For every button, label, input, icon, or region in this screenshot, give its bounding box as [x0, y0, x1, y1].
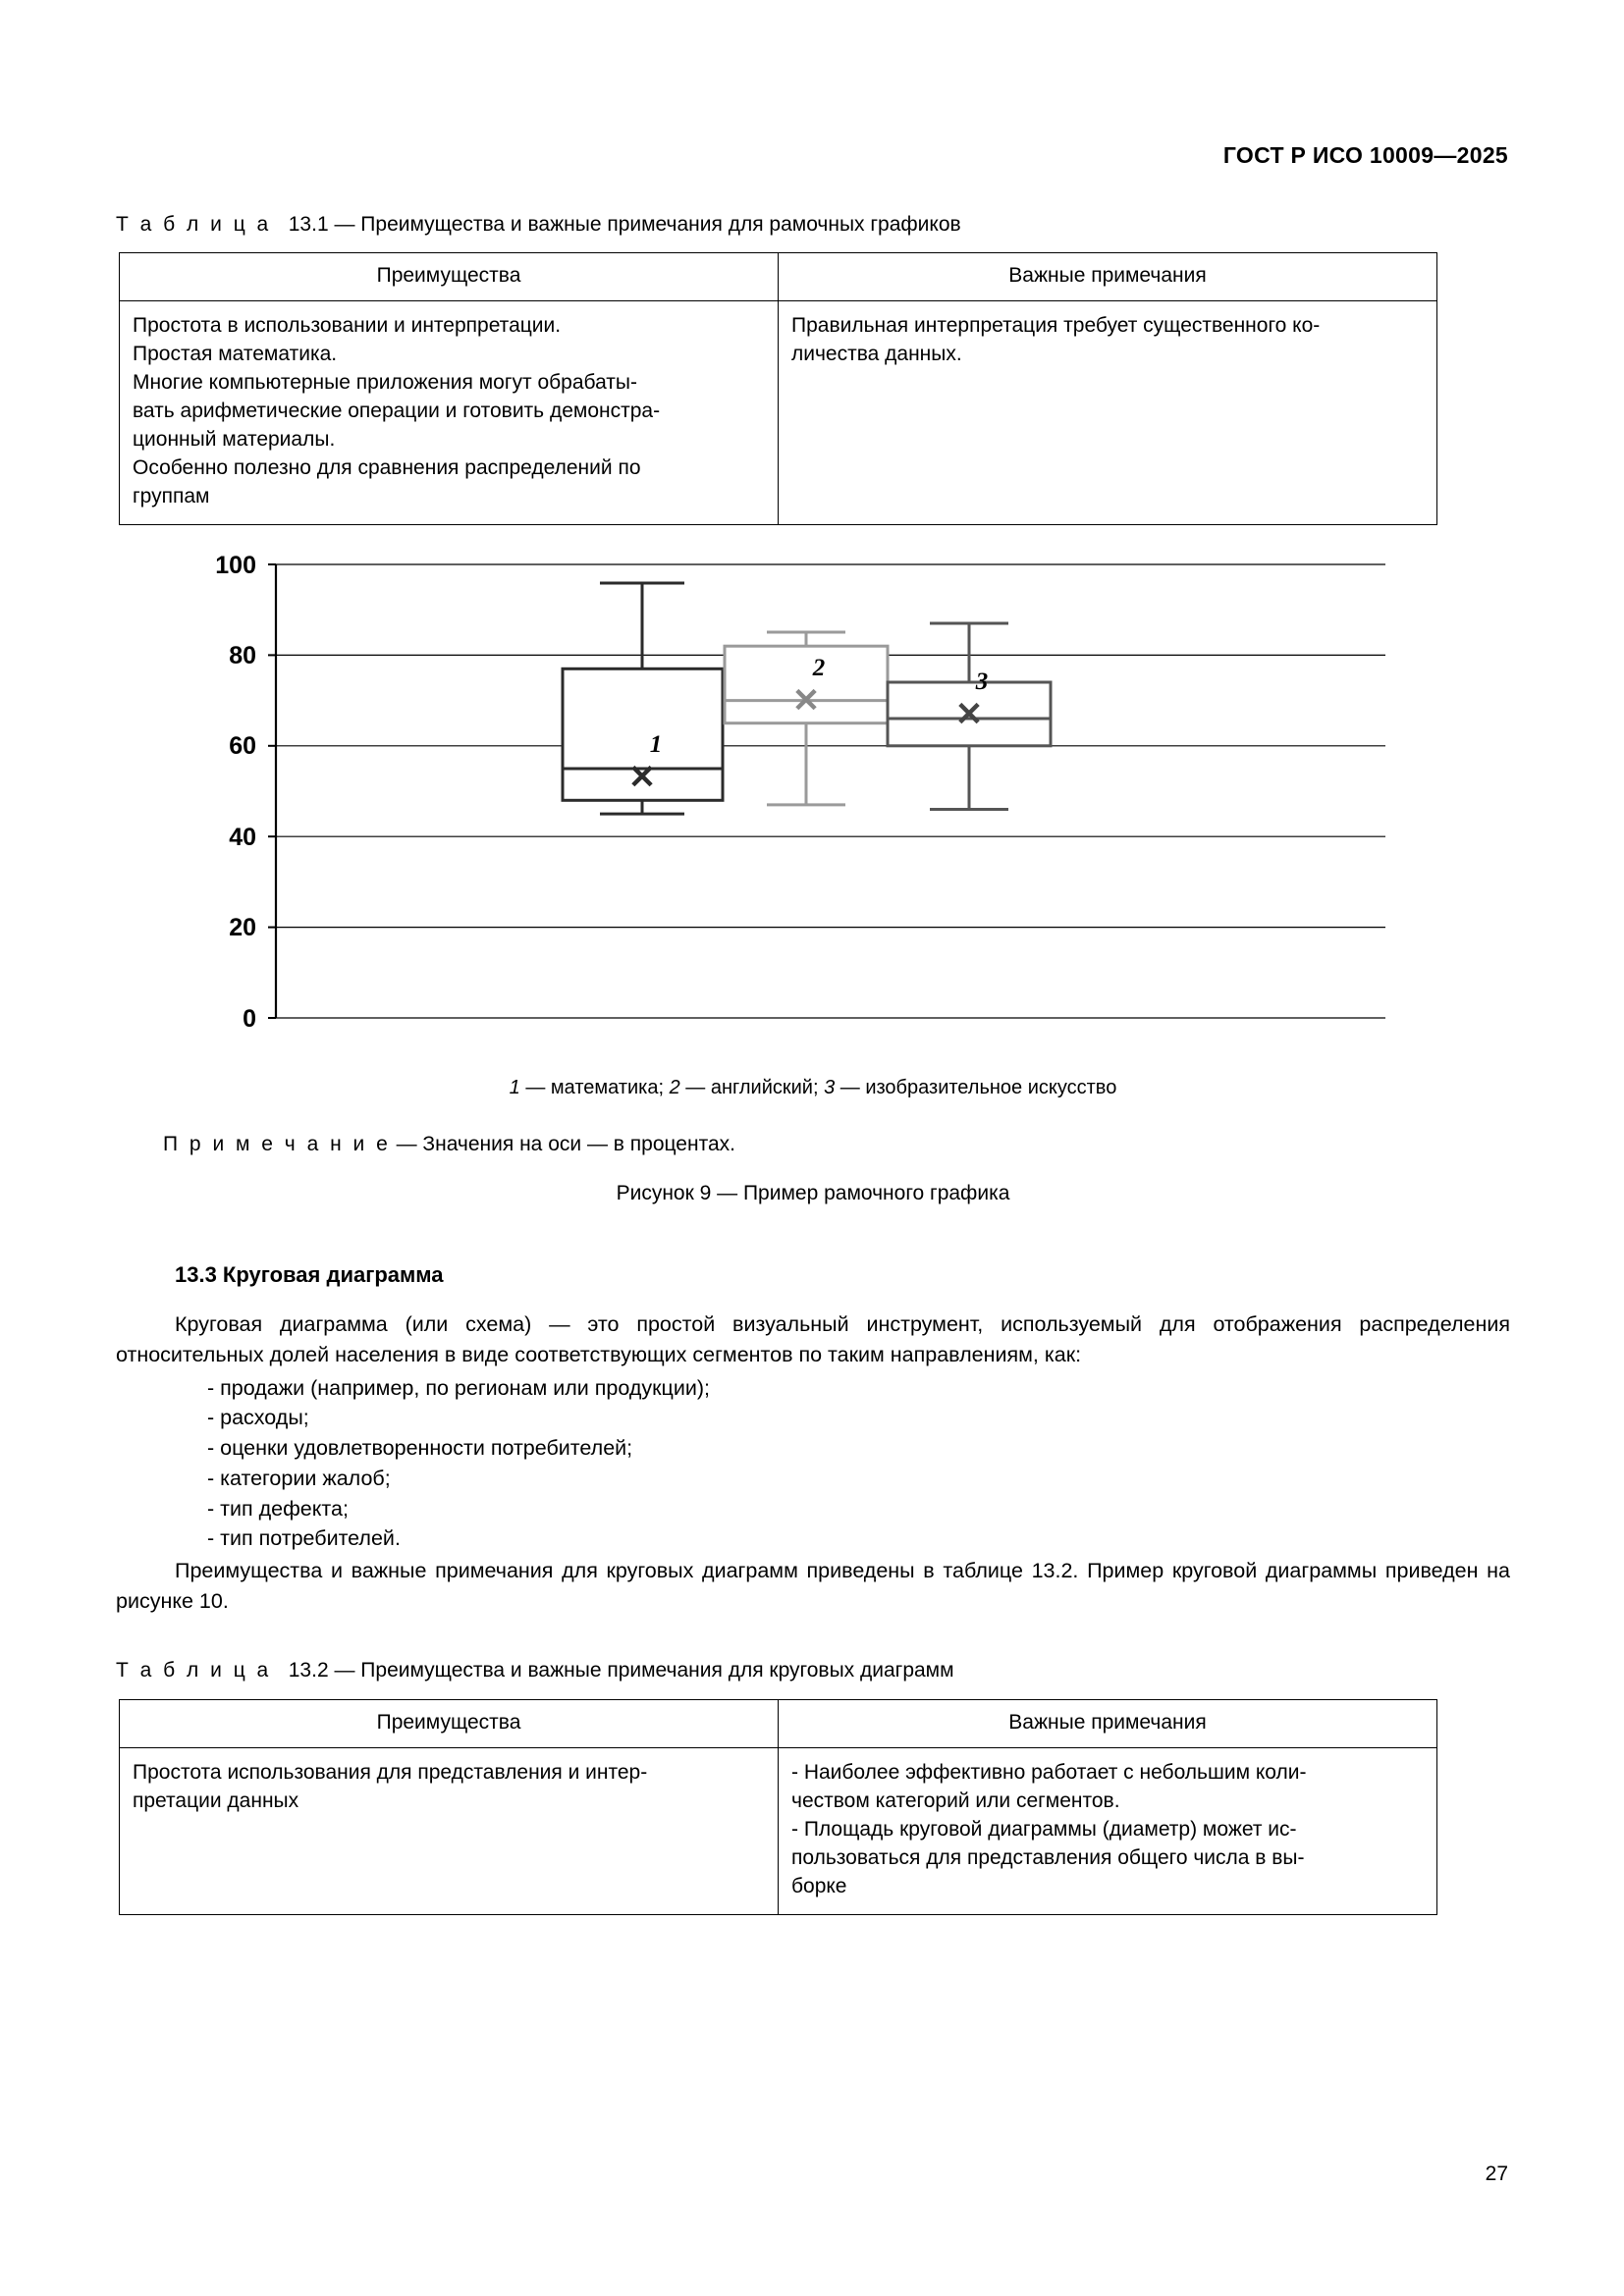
- table-row: [120, 301, 1437, 525]
- figure-note-label: П р и м е ч а н и е: [163, 1133, 391, 1156]
- svg-text:✕: ✕: [627, 759, 657, 797]
- text-line: пользоваться для представления общего числа в вы-: [791, 1845, 1305, 1869]
- text-line: - Площадь круговой диаграммы (диаметр) может ис-: [791, 1817, 1297, 1841]
- text-line: Многие компьютерные приложения могут обрабаты-: [133, 371, 637, 395]
- svg-text:✕: ✕: [791, 682, 821, 721]
- table-13-2-cell-notes: [779, 1747, 1437, 1914]
- table-row: [120, 1747, 1437, 1914]
- section-paragraph-2: Преимущества и важные примечания для круговых диаграмм приведены в таблице 13.2. Пример круговой диаграммы приведен на рисунке 10.: [116, 1558, 1510, 1613]
- table-row-header: [120, 253, 1437, 301]
- list-item: - тип дефекта;: [207, 1496, 349, 1521]
- svg-text:1: 1: [649, 731, 663, 759]
- text-line: группам: [133, 485, 210, 508]
- text-line: ционный материалы.: [133, 428, 336, 452]
- figure-note-text: — Значения на оси — в процентах.: [390, 1133, 735, 1156]
- legend-num-2: 2: [669, 1077, 680, 1099]
- table-13-2-cell-advantages: [120, 1747, 779, 1914]
- table-13-1-cell-notes: [779, 301, 1437, 525]
- section-bullet-list: [116, 1373, 1510, 1554]
- table-13-1-header-notes: Важные примечания: [779, 253, 1437, 301]
- chart-y-axis: [268, 564, 276, 1018]
- svg-text:✕: ✕: [954, 696, 984, 734]
- list-item: - продажи (например, по регионам или продукции);: [207, 1375, 711, 1400]
- svg-text:0: 0: [243, 1005, 256, 1034]
- svg-text:40: 40: [229, 824, 256, 852]
- figure-legend: [116, 1077, 1510, 1099]
- text-line: вать арифметические операции и готовить демонстра-: [133, 400, 661, 423]
- text-line: борке: [791, 1874, 847, 1897]
- text-line: Особенно полезно для сравнения распределений по: [133, 456, 641, 480]
- svg-text:2: 2: [812, 655, 826, 682]
- text-line: претации данных: [133, 1789, 299, 1812]
- text-line: Простота в использовании и интерпретации.: [133, 314, 562, 338]
- legend-text-2: — английский;: [679, 1077, 825, 1099]
- table-13-1-cell-advantages: [120, 301, 779, 525]
- figure-title: Рисунок 9 — Пример рамочного графика: [616, 1182, 1010, 1205]
- table-13-1-caption-label: Т а б л и ц а: [116, 213, 272, 236]
- text-line: - Наиболее эффективно работает с небольшим коли-: [791, 1760, 1307, 1784]
- page-header: ГОСТ Р ИСО 10009—2025: [1222, 142, 1508, 168]
- table-13-2: [119, 1699, 1437, 1915]
- table-13-1: [119, 252, 1437, 525]
- svg-text:3: 3: [975, 668, 989, 696]
- text-line: личества данных.: [791, 343, 962, 366]
- svg-text:60: 60: [229, 732, 256, 761]
- text-line: Правильная интерпретация требует существенного ко-: [791, 314, 1321, 338]
- table-13-2-caption: [116, 1657, 1510, 1684]
- legend-text-1: — математика;: [519, 1077, 670, 1099]
- chart-y-tick-labels: [215, 552, 256, 1033]
- list-item: - категории жалоб;: [207, 1466, 391, 1490]
- table-row-header: [120, 1699, 1437, 1747]
- svg-text:20: 20: [229, 914, 256, 942]
- table-13-1-caption: [116, 211, 1510, 239]
- legend-num-3: 3: [824, 1077, 836, 1099]
- text-line: Простая математика.: [133, 343, 338, 366]
- legend-num-1: 1: [509, 1077, 520, 1099]
- table-13-2-header-notes: Важные примечания: [779, 1699, 1437, 1747]
- svg-text:80: 80: [229, 642, 256, 670]
- section-heading: 13.3 Круговая диаграмма: [175, 1262, 444, 1288]
- list-item: - тип потребителей.: [207, 1526, 401, 1551]
- box-series-3-mean-marker: [955, 668, 989, 733]
- page-number: 27: [1485, 2163, 1508, 2185]
- legend-text-3: — изобразительное искусство: [835, 1077, 1117, 1099]
- table-13-2-caption-text: 13.2 — Преимущества и важные примечания для круговых диаграмм: [288, 1659, 954, 1682]
- section-paragraph-1: Круговая диаграмма (или схема) — это простой визуальный инструмент, используемый для отображения распределения относительных долей населения в виде соответствующих сегментов по таким направлениям, как:: [116, 1312, 1510, 1366]
- box-plot-chart: [119, 547, 1437, 1057]
- chart-svg: [119, 547, 1437, 1057]
- table-13-2-caption-label: Т а б л и ц а: [116, 1659, 272, 1682]
- table-13-2-header-advantages: Преимущества: [120, 1699, 779, 1747]
- list-item: - оценки удовлетворенности потребителей;: [207, 1436, 633, 1461]
- page-content: [116, 211, 1510, 1915]
- table-13-1-caption-text: 13.1 — Преимущества и важные примечания для рамочных графиков: [288, 213, 961, 236]
- text-line: чеством категорий или сегментов.: [791, 1789, 1120, 1812]
- table-13-1-header-advantages: Преимущества: [120, 253, 779, 301]
- figure-note: [163, 1133, 1510, 1156]
- svg-text:100: 100: [215, 552, 256, 580]
- list-item: - расходы;: [207, 1406, 309, 1430]
- text-line: Простота использования для представления и интер-: [133, 1760, 648, 1784]
